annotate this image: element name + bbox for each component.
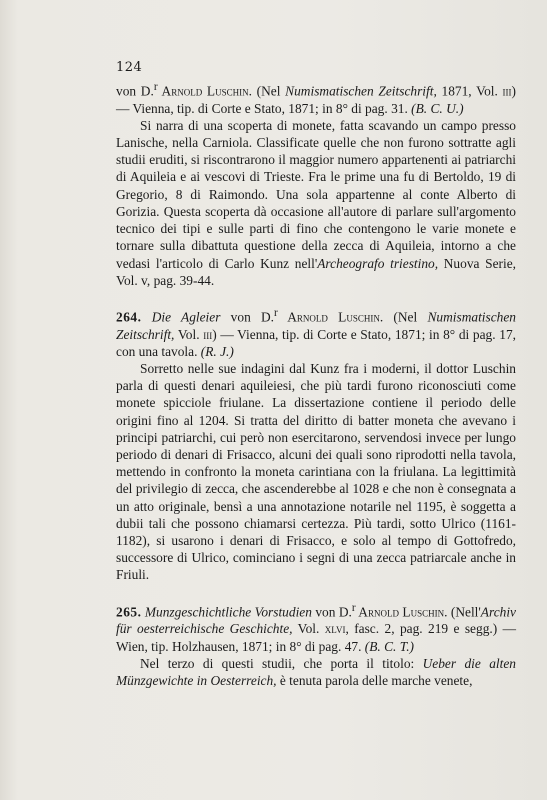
journal-title: Numismatischen Zeitschrift, bbox=[285, 83, 437, 99]
entry-265-citation: 265. Munzgeschichtliche Vorstudien von D.$^r$ Arnold Luschin. (Nell'Archiv für oesterreichische Geschichte, Vol. xlvi, fasc. 2, pag. 219 e segg.) — Wien, tip. Holzhausen, 1871; in 8° di pag. 47. (B. C. T.) bbox=[116, 601, 516, 654]
journal-title: Archeografo triestino, bbox=[317, 255, 439, 271]
entry-263-citation: von D.$^r$ Arnold Luschin. (Nel Numismatischen Zeitschrift, 1871, Vol. iii) — Vienna, tip. di Corte e Stato, 1871; in 8° di pag. 31. (B. C. U.) bbox=[116, 81, 517, 116]
entry-265-body: Nel terzo di questi studii, che porta il titolo: Ueber die alten Münzgewichte in Oesterreich, è tenuta parola delle marche venete, bbox=[116, 655, 516, 688]
entry-264-body: Sorretto nelle sue indagini dal Kunz fra i moderni, il dottor Luschin parla di questi denari aquileiesi, che più tardi furono riconosciuti come monete spicciole friulane. La dissertazione contiene il periodo delle origini fino al 1204. Si tratta del diritto di batter moneta che avevano i principi patriarchi, cui però non esercitarono, servendosi invece per lungo periodo di denari di Frisacco, alcuni dei quali sono riprodotti nella tavola, mettendo in confronto la moneta carintiana con la friulana. La legittimità del privilegio di zecca, che ascenderebbe al 1028 e che non è consegnata a un atto originale, bensì a una annotazione notarile nel 1195, è soggetta a dubii tali che possono chiamarsi certezza. Più tardi, sotto Ulrico (1161-1182), si usarono i denari di Frisacco, e solo al tempo di Gottofredo, successore di Ulrico, cominciano i segni di una zecca patriarcale anche in Friuli. bbox=[116, 360, 516, 583]
journal-title: Numismatischen Zeitschrift, bbox=[116, 309, 516, 342]
library-siglum: (R. J.) bbox=[200, 343, 234, 359]
work-title: Die Agleier bbox=[151, 309, 221, 325]
entry-number: 265. bbox=[116, 604, 142, 620]
page-text bbox=[116, 79, 516, 689]
library-siglum: (B. C. T.) bbox=[364, 638, 415, 654]
author-name: Arnold Luschin bbox=[355, 604, 445, 620]
entry-number: 264. bbox=[116, 309, 142, 325]
author-name: Arnold Luschin bbox=[277, 309, 380, 325]
work-title: Ueber die alten Münzgewichte in Oesterreich, bbox=[116, 655, 516, 688]
entry-263-body: Si narra di una scoperta di monete, fatta scavando un campo presso Lanische, nella Carniola. Classificate quelle che non furono sottratte agli studii eruditi, si riscontrarono il maggior numero appartenenti ai patriarchi di Aquileia e ai vescovi di Trieste. Fra le prime una fu di Bertoldo, 19 di Gregorio, 8 di Raimondo. Una sola appartenne al conte Alberto di Gorizia. Questa scoperta dà occasione all'autore di parlare sull'argomento tecnico dei tipi e sulle parti di fino che contengono le varie monete e tornare sulla dibattuta questione della zecca di Aquileia, intorno a che vedasi l'articolo di Carlo Kunz nell'Archeografo triestino, Nuova Serie, Vol. v, pag. 39-44. bbox=[116, 117, 516, 288]
author-name: Arnold Luschin bbox=[157, 83, 249, 99]
work-title: Munzgeschichtliche Vorstudien bbox=[144, 604, 312, 620]
journal-title: Archiv für oesterreichische Geschichte, bbox=[116, 604, 516, 637]
library-siglum: (B. C. U.) bbox=[411, 100, 464, 116]
page-number: 124 bbox=[116, 60, 143, 75]
entry-264-citation: 264. Die Agleier von D.$^r$ Arnold Luschin. (Nel Numismatischen Zeitschrift, Vol. iii) — Vienna, tip. di Corte e Stato, 1871; in 8° di pag. 17, con una tavola. (R. J.) bbox=[116, 306, 516, 359]
